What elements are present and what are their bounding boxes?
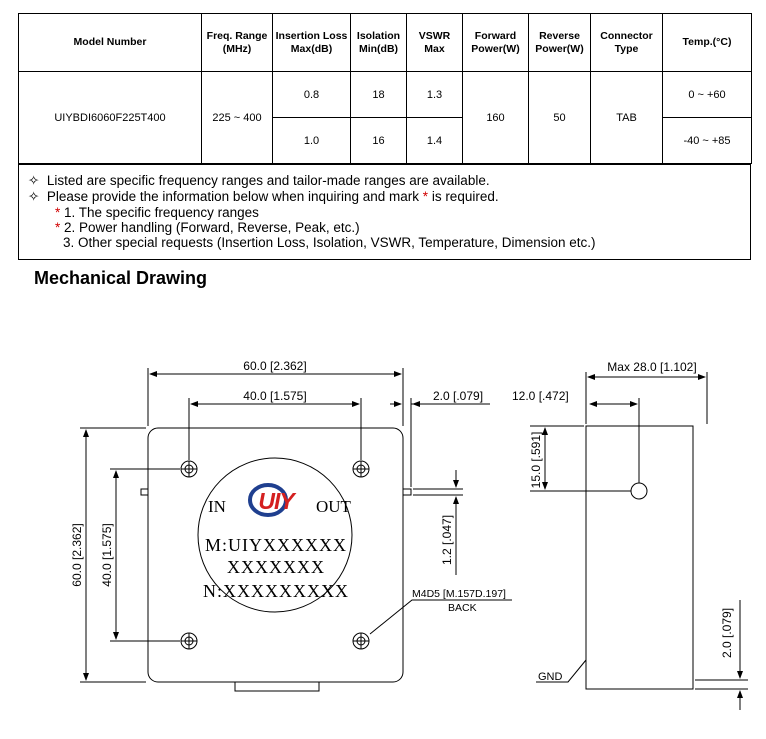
dim-tab: 2.0 [.079] [433, 389, 484, 403]
header-forward-power: Forward Power(W) [463, 14, 529, 72]
header-connector: Connector Type [591, 14, 663, 72]
dim-hole-spacing: 40.0 [1.575] [243, 389, 307, 403]
sparkle-icon: ✧ [28, 173, 40, 188]
label-xxx: XXXXXXX [227, 557, 325, 577]
header-freq: Freq. Range (MHz) [202, 14, 273, 72]
dim-tab-thickness: 1.2 [.047] [440, 514, 454, 566]
sparkle-icon: ✧ [28, 189, 40, 204]
dim-base-thickness: 2.0 [.079] [720, 607, 734, 659]
gnd-label: GND [538, 671, 563, 683]
cell-iso: 16 [351, 118, 407, 164]
cell-temp: -40 ~ +85 [663, 118, 752, 164]
label-model: M:UIYXXXXXX [205, 535, 347, 555]
cell-temp: 0 ~ +60 [663, 72, 752, 118]
label-serial: N:XXXXXXXXX [203, 581, 349, 601]
note-item-1: * 1. The specific frequency ranges [55, 205, 259, 220]
label-out: OUT [316, 497, 351, 516]
uiy-logo [250, 485, 297, 515]
mounting-hole-icon [181, 633, 197, 649]
dim-connector-height: 15.0 [.591] [529, 431, 543, 489]
header-reverse-power: Reverse Power(W) [529, 14, 591, 72]
cell-vswr: 1.3 [407, 72, 463, 118]
hole-note: M4D5 [M.157D.197] [412, 588, 506, 600]
mounting-hole-icon [353, 461, 369, 477]
note-item-2: * 2. Power handling (Forward, Reverse, Peak, etc.) [55, 220, 360, 235]
dim-max-depth: Max 28.0 [1.102] [607, 360, 697, 374]
cell-connector: TAB [591, 72, 663, 164]
connector-hole [631, 483, 647, 499]
header-vswr: VSWR Max [407, 14, 463, 72]
dim-width: 60.0 [2.362] [243, 359, 307, 373]
hole-back: BACK [448, 602, 477, 614]
cell-freq: 225 ~ 400 [202, 72, 273, 164]
cell-il: 0.8 [273, 72, 351, 118]
header-model: Model Number [19, 14, 202, 72]
side-view [530, 372, 748, 710]
cell-vswr: 1.4 [407, 118, 463, 164]
cell-il: 1.0 [273, 118, 351, 164]
bottom-tab [235, 682, 319, 691]
header-isolation: Isolation Min(dB) [351, 14, 407, 72]
dim-height: 60.0 [2.362] [70, 523, 84, 587]
out-tab [403, 489, 411, 495]
note-line-2: ✧ Please provide the information below when inquiring and mark * is required. [28, 189, 499, 204]
cell-model: UIYBDI6060F225T400 [19, 72, 202, 164]
in-tab [141, 489, 148, 495]
svg-text:UIY: UIY [258, 488, 294, 514]
header-temp: Temp.(°C) [663, 14, 752, 72]
mounting-hole-icon [181, 461, 197, 477]
cell-iso: 18 [351, 72, 407, 118]
cell-forward: 160 [463, 72, 529, 164]
note-item-3: 3. Other special requests (Insertion Loss, Isolation, VSWR, Temperature, Dimension etc.) [63, 235, 596, 250]
cell-reverse: 50 [529, 72, 591, 164]
mounting-hole-icon [353, 633, 369, 649]
note-line-1: ✧ Listed are specific frequency ranges and tailor-made ranges are available. [28, 173, 490, 188]
dim-offset: 12.0 [.472] [512, 389, 569, 403]
section-heading: Mechanical Drawing [34, 268, 208, 288]
dim-hole-vspacing: 40.0 [1.575] [100, 523, 114, 587]
label-in: IN [208, 497, 226, 516]
header-insertion-loss: Insertion Loss Max(dB) [273, 14, 351, 72]
